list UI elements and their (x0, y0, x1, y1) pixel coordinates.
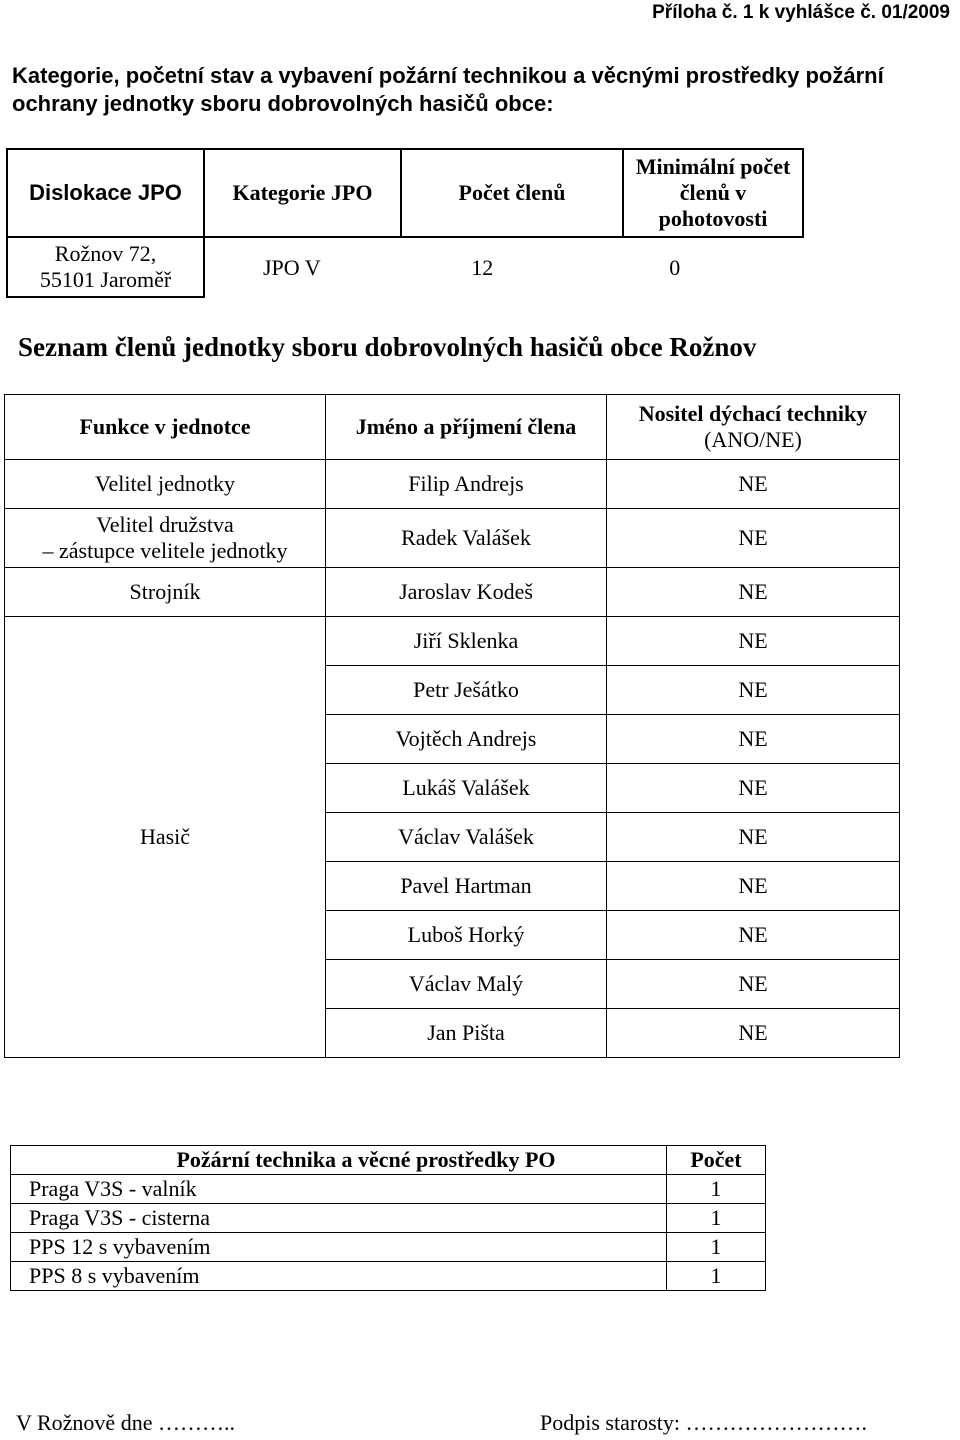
member-name: Petr Ješátko (326, 666, 607, 715)
equipment-item: PPS 12 s vybavením (11, 1233, 667, 1262)
member-breathing: NE (607, 911, 900, 960)
footer-signature: Podpis starosty: ……………………. (540, 1410, 867, 1435)
equipment-item: Praga V3S - valník (11, 1175, 667, 1204)
unit-dislocation-cell (7, 237, 204, 297)
member-breathing: NE (607, 813, 900, 862)
equipment-count: 1 (667, 1204, 766, 1233)
unit-header-min-members: Minimální počet členů v pohotovosti (623, 149, 803, 237)
equipment-header-count: Počet (667, 1146, 766, 1175)
member-name: Vojtěch Andrejs (326, 715, 607, 764)
footer-place-date: V Rožnově dne ……….. (16, 1410, 235, 1435)
member-breathing: NE (607, 460, 900, 509)
equipment-count: 1 (667, 1175, 766, 1204)
member-breathing: NE (607, 960, 900, 1009)
member-name: Filip Andrejs (326, 460, 607, 509)
unit-header-members: Počet členů (401, 149, 623, 237)
members-table (4, 394, 900, 1058)
member-breathing: NE (607, 1009, 900, 1058)
equipment-header-item: Požární technika a věcné prostředky PO (11, 1146, 667, 1175)
member-function-line2: – zástupce velitele jednotky (42, 538, 288, 563)
equipment-item: PPS 8 s vybavením (11, 1262, 667, 1291)
unit-category: JPO V (263, 254, 321, 280)
equipment-count: 1 (667, 1262, 766, 1291)
member-name: Václav Malý (326, 960, 607, 1009)
unit-min-members: 0 (669, 254, 681, 280)
equipment-item: Praga V3S - cisterna (11, 1204, 667, 1233)
equipment-count: 1 (667, 1233, 766, 1262)
intro-heading: Kategorie, početní stav a vybavení požární technikou a věcnými prostředky požární ochrany jednotky sboru dobrovolných hasičů obce: (12, 63, 884, 116)
member-function (5, 509, 326, 568)
member-breathing: NE (607, 715, 900, 764)
member-breathing: NE (607, 666, 900, 715)
unit-values-cell (204, 237, 803, 297)
member-breathing: NE (607, 764, 900, 813)
header-function: Funkce v jednotce (5, 395, 326, 460)
member-name: Luboš Horký (326, 911, 607, 960)
member-function: Strojník (5, 568, 326, 617)
header-breathing-line2: (ANO/NE) (704, 427, 802, 452)
header-name: Jméno a příjmení člena (326, 395, 607, 460)
member-name: Jaroslav Kodeš (326, 568, 607, 617)
member-breathing: NE (607, 568, 900, 617)
unit-header-category: Kategorie JPO (204, 149, 401, 237)
unit-members-count: 12 (471, 254, 494, 280)
member-name: Radek Valášek (326, 509, 607, 568)
members-list-title: Seznam členů jednotky sboru dobrovolných hasičů obce Rožnov (18, 332, 757, 362)
member-function-line1: Velitel družstva (96, 512, 234, 537)
unit-table (6, 148, 804, 298)
member-name: Václav Valášek (326, 813, 607, 862)
member-name: Jiří Sklenka (326, 617, 607, 666)
dislocation-line1: Rožnov 72, (54, 241, 157, 266)
member-breathing: NE (607, 617, 900, 666)
dislocation-line2: 55101 Jaroměř (39, 267, 172, 292)
document-header-note: Příloha č. 1 k vyhlášce č. 01/2009 (652, 2, 950, 23)
equipment-table (10, 1145, 766, 1291)
unit-header-dislocation: Dislokace JPO (7, 149, 204, 237)
member-name: Jan Pišta (326, 1009, 607, 1058)
member-name: Lukáš Valášek (326, 764, 607, 813)
header-breathing-line1: Nositel dýchací techniky (638, 401, 868, 426)
member-name: Pavel Hartman (326, 862, 607, 911)
header-breathing (607, 395, 900, 460)
member-function: Velitel jednotky (5, 460, 326, 509)
member-breathing: NE (607, 509, 900, 568)
member-breathing: NE (607, 862, 900, 911)
member-function-group: Hasič (5, 617, 326, 1058)
